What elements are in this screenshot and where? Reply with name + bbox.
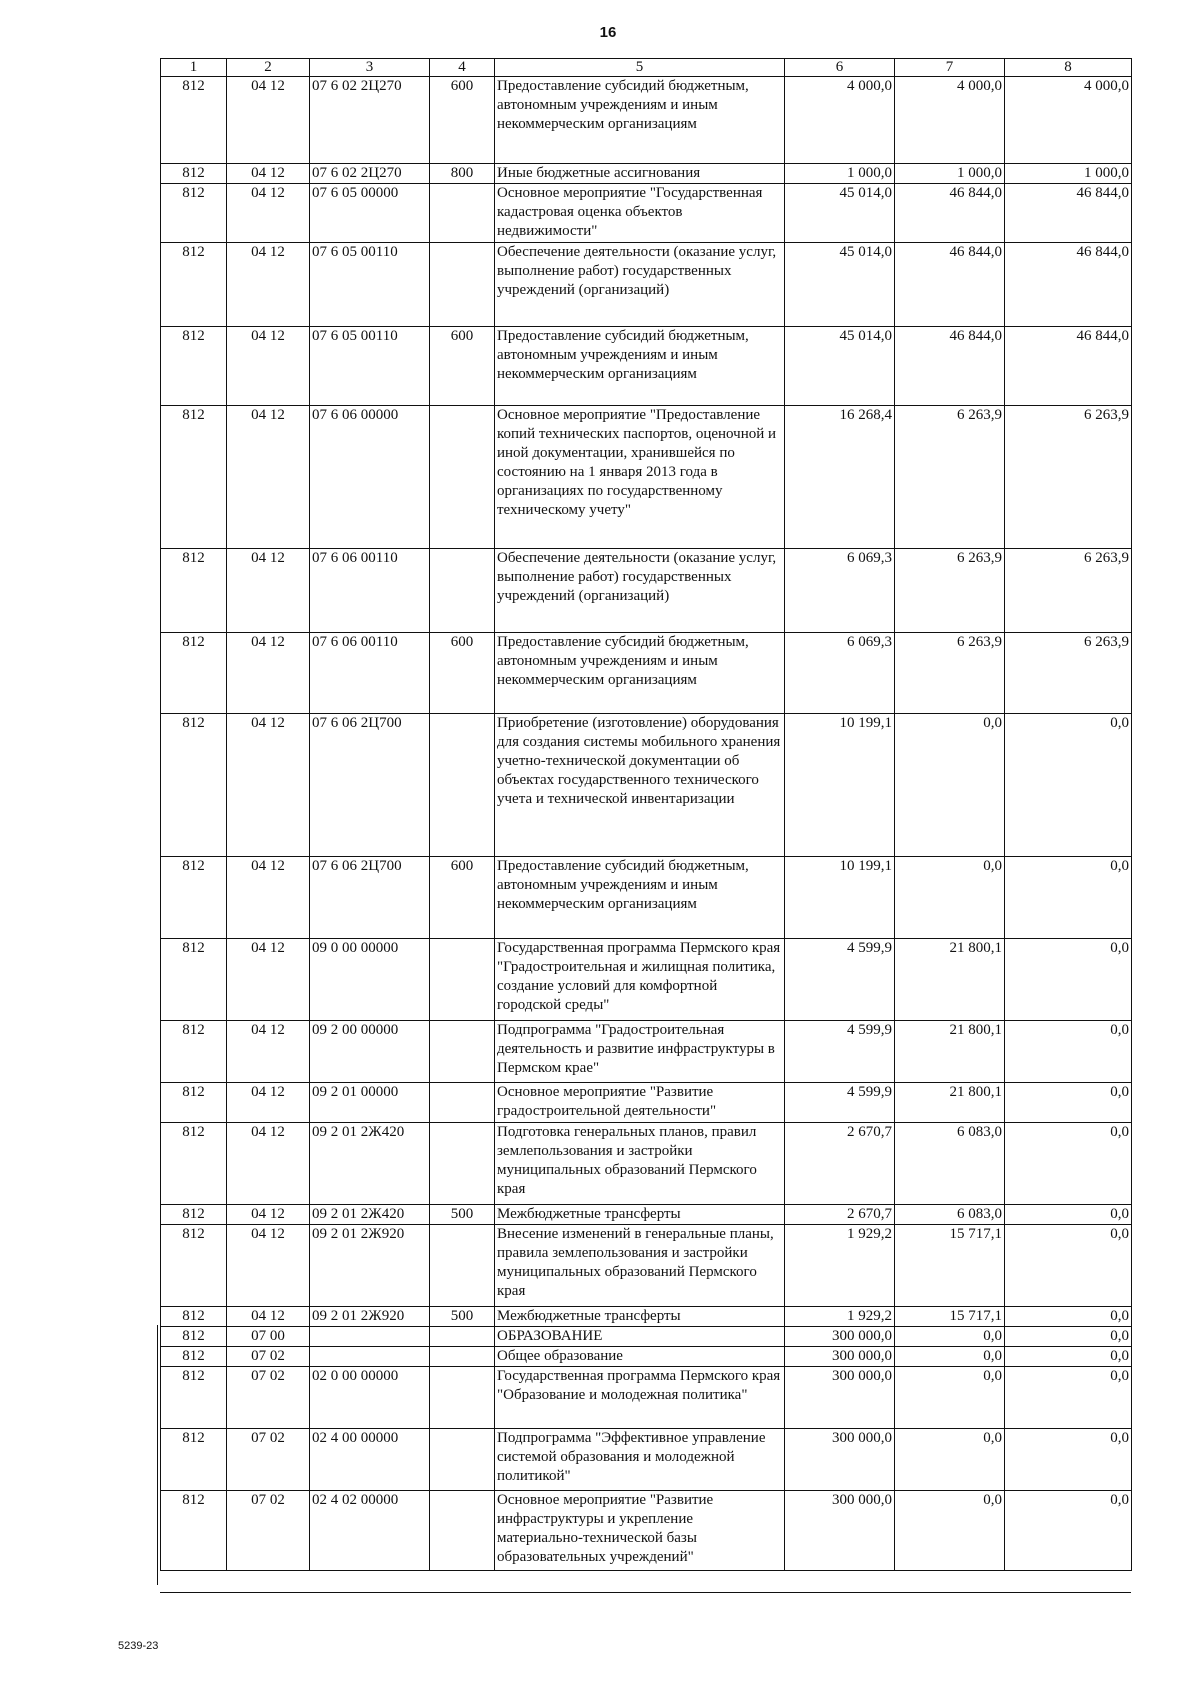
cell-chapter: 812 bbox=[161, 1491, 227, 1571]
cell-expense-type bbox=[430, 243, 495, 327]
cell-amount-col8: 6 263,9 bbox=[1005, 633, 1132, 714]
cell-section: 04 12 bbox=[227, 164, 310, 184]
cell-section: 07 00 bbox=[227, 1327, 310, 1347]
table-row bbox=[161, 1083, 1132, 1123]
table-row bbox=[161, 1491, 1132, 1571]
cell-target-article: 07 6 05 00000 bbox=[310, 184, 430, 243]
cell-chapter: 812 bbox=[161, 406, 227, 549]
cell-amount-col6: 45 014,0 bbox=[785, 243, 895, 327]
column-header-1: 1 bbox=[161, 59, 227, 77]
cell-amount-col7: 6 263,9 bbox=[895, 549, 1005, 633]
cell-chapter: 812 bbox=[161, 1021, 227, 1083]
cell-amount-col7: 0,0 bbox=[895, 1327, 1005, 1347]
document-code: 5239-23 bbox=[118, 1640, 159, 1652]
cell-description: Межбюджетные трансферты bbox=[495, 1307, 785, 1327]
table-row bbox=[161, 1429, 1132, 1491]
cell-amount-col6: 1 000,0 bbox=[785, 164, 895, 184]
cell-amount-col8: 6 263,9 bbox=[1005, 406, 1132, 549]
cell-chapter: 812 bbox=[161, 714, 227, 857]
cell-description: Межбюджетные трансферты bbox=[495, 1205, 785, 1225]
cell-amount-col8: 1 000,0 bbox=[1005, 164, 1132, 184]
cell-amount-col6: 300 000,0 bbox=[785, 1367, 895, 1429]
cell-target-article: 02 4 00 00000 bbox=[310, 1429, 430, 1491]
column-header-5: 5 bbox=[495, 59, 785, 77]
cell-amount-col7: 46 844,0 bbox=[895, 327, 1005, 406]
cell-amount-col6: 10 199,1 bbox=[785, 857, 895, 939]
column-header-7: 7 bbox=[895, 59, 1005, 77]
cell-amount-col8: 46 844,0 bbox=[1005, 327, 1132, 406]
cell-amount-col6: 45 014,0 bbox=[785, 327, 895, 406]
cell-amount-col8: 0,0 bbox=[1005, 1367, 1132, 1429]
cell-expense-type bbox=[430, 1429, 495, 1491]
cell-amount-col6: 10 199,1 bbox=[785, 714, 895, 857]
cell-amount-col6: 6 069,3 bbox=[785, 549, 895, 633]
cell-section: 04 12 bbox=[227, 939, 310, 1021]
table-row bbox=[161, 939, 1132, 1021]
cell-chapter: 812 bbox=[161, 184, 227, 243]
cell-chapter: 812 bbox=[161, 1123, 227, 1205]
cell-chapter: 812 bbox=[161, 1429, 227, 1491]
cell-description: Основное мероприятие "Государственная кадастровая оценка объектов недвижимости" bbox=[495, 184, 785, 243]
cell-amount-col8: 0,0 bbox=[1005, 1327, 1132, 1347]
cell-target-article: 09 2 01 2Ж420 bbox=[310, 1123, 430, 1205]
cell-amount-col6: 2 670,7 bbox=[785, 1123, 895, 1205]
cell-amount-col8: 0,0 bbox=[1005, 714, 1132, 857]
cell-expense-type bbox=[430, 406, 495, 549]
cell-amount-col8: 0,0 bbox=[1005, 1123, 1132, 1205]
cell-amount-col8: 0,0 bbox=[1005, 1429, 1132, 1491]
cell-target-article: 07 6 06 2Ц700 bbox=[310, 714, 430, 857]
cell-description: Обеспечение деятельности (оказание услуг, выполнение работ) государственных учреждений (организаций) bbox=[495, 549, 785, 633]
cell-target-article: 07 6 02 2Ц270 bbox=[310, 77, 430, 164]
cell-description: Подпрограмма "Эффективное управление системой образования и молодежной политикой" bbox=[495, 1429, 785, 1491]
cell-description: Основное мероприятие "Предоставление копий технических паспортов, оценочной и иной документации, хранившейся по состоянию на 1 января 2013 года в организациях по государственному техническому учету" bbox=[495, 406, 785, 549]
cell-section: 07 02 bbox=[227, 1367, 310, 1429]
cell-target-article: 07 6 06 00000 bbox=[310, 406, 430, 549]
cell-expense-type bbox=[430, 549, 495, 633]
cell-section: 04 12 bbox=[227, 1225, 310, 1307]
cell-expense-type bbox=[430, 1225, 495, 1307]
cell-description: Государственная программа Пермского края "Градостроительная и жилищная политика, создание условий для комфортной городской среды" bbox=[495, 939, 785, 1021]
cell-section: 04 12 bbox=[227, 549, 310, 633]
cell-amount-col8: 46 844,0 bbox=[1005, 243, 1132, 327]
cell-section: 04 12 bbox=[227, 1083, 310, 1123]
table-row bbox=[161, 1123, 1132, 1205]
cell-section: 04 12 bbox=[227, 633, 310, 714]
cell-expense-type bbox=[430, 1123, 495, 1205]
cell-description: Основное мероприятие "Развитие градостроительной деятельности" bbox=[495, 1083, 785, 1123]
cell-description: Обеспечение деятельности (оказание услуг, выполнение работ) государственных учреждений (организаций) bbox=[495, 243, 785, 327]
cell-amount-col7: 0,0 bbox=[895, 714, 1005, 857]
cell-amount-col6: 2 670,7 bbox=[785, 1205, 895, 1225]
table-row bbox=[161, 1021, 1132, 1083]
cell-amount-col7: 21 800,1 bbox=[895, 1021, 1005, 1083]
table-row bbox=[161, 327, 1132, 406]
cell-amount-col6: 300 000,0 bbox=[785, 1429, 895, 1491]
cell-expense-type bbox=[430, 1491, 495, 1571]
cell-section: 04 12 bbox=[227, 1123, 310, 1205]
table-row bbox=[161, 549, 1132, 633]
cell-amount-col7: 46 844,0 bbox=[895, 184, 1005, 243]
table-row bbox=[161, 406, 1132, 549]
cell-description: Государственная программа Пермского края "Образование и молодежная политика" bbox=[495, 1367, 785, 1429]
cell-chapter: 812 bbox=[161, 164, 227, 184]
cell-expense-type: 800 bbox=[430, 164, 495, 184]
cell-chapter: 812 bbox=[161, 327, 227, 406]
table-row bbox=[161, 1327, 1132, 1347]
cell-section: 04 12 bbox=[227, 77, 310, 164]
table-row bbox=[161, 633, 1132, 714]
cell-amount-col8: 0,0 bbox=[1005, 1491, 1132, 1571]
cell-amount-col8: 0,0 bbox=[1005, 1225, 1132, 1307]
cell-amount-col7: 0,0 bbox=[895, 1347, 1005, 1367]
cell-description: ОБРАЗОВАНИЕ bbox=[495, 1327, 785, 1347]
cell-amount-col8: 4 000,0 bbox=[1005, 77, 1132, 164]
cell-amount-col7: 46 844,0 bbox=[895, 243, 1005, 327]
table-row bbox=[161, 184, 1132, 243]
cell-amount-col8: 0,0 bbox=[1005, 1307, 1132, 1327]
cell-amount-col7: 21 800,1 bbox=[895, 1083, 1005, 1123]
cell-amount-col6: 300 000,0 bbox=[785, 1327, 895, 1347]
cell-description: Подготовка генеральных планов, правил землепользования и застройки муниципальных образований Пермского края bbox=[495, 1123, 785, 1205]
cell-target-article: 09 2 00 00000 bbox=[310, 1021, 430, 1083]
cell-description: Иные бюджетные ассигнования bbox=[495, 164, 785, 184]
page-number: 16 bbox=[599, 24, 617, 41]
cell-target-article: 09 2 01 2Ж920 bbox=[310, 1225, 430, 1307]
cell-chapter: 812 bbox=[161, 939, 227, 1021]
cell-amount-col6: 45 014,0 bbox=[785, 184, 895, 243]
cell-amount-col7: 1 000,0 bbox=[895, 164, 1005, 184]
cell-amount-col6: 1 929,2 bbox=[785, 1225, 895, 1307]
cell-expense-type bbox=[430, 1021, 495, 1083]
cell-amount-col8: 0,0 bbox=[1005, 1205, 1132, 1225]
cell-section: 04 12 bbox=[227, 1205, 310, 1225]
cell-amount-col8: 0,0 bbox=[1005, 857, 1132, 939]
cell-target-article: 09 0 00 00000 bbox=[310, 939, 430, 1021]
table-row bbox=[161, 1347, 1132, 1367]
cell-description: Предоставление субсидий бюджетным, автономным учреждениям и иным некоммерческим организациям bbox=[495, 327, 785, 406]
cell-description: Внесение изменений в генеральные планы, правила землепользования и застройки муниципальных образований Пермского края bbox=[495, 1225, 785, 1307]
cell-description: Предоставление субсидий бюджетным, автономным учреждениям и иным некоммерческим организациям bbox=[495, 857, 785, 939]
column-header-4: 4 bbox=[430, 59, 495, 77]
cell-amount-col7: 15 717,1 bbox=[895, 1225, 1005, 1307]
column-header-8: 8 bbox=[1005, 59, 1132, 77]
cell-target-article: 09 2 01 2Ж420 bbox=[310, 1205, 430, 1225]
cell-amount-col7: 0,0 bbox=[895, 1491, 1005, 1571]
left-border-rule bbox=[157, 1325, 158, 1585]
cell-amount-col8: 0,0 bbox=[1005, 1083, 1132, 1123]
table-row bbox=[161, 857, 1132, 939]
column-header-6: 6 bbox=[785, 59, 895, 77]
cell-expense-type bbox=[430, 1327, 495, 1347]
cell-chapter: 812 bbox=[161, 1347, 227, 1367]
cell-chapter: 812 bbox=[161, 1225, 227, 1307]
cell-expense-type bbox=[430, 1347, 495, 1367]
table-bottom-rule bbox=[160, 1592, 1131, 1593]
cell-amount-col6: 4 599,9 bbox=[785, 1083, 895, 1123]
cell-chapter: 812 bbox=[161, 633, 227, 714]
cell-target-article: 09 2 01 2Ж920 bbox=[310, 1307, 430, 1327]
cell-chapter: 812 bbox=[161, 1083, 227, 1123]
table-row bbox=[161, 243, 1132, 327]
cell-expense-type bbox=[430, 939, 495, 1021]
cell-amount-col7: 21 800,1 bbox=[895, 939, 1005, 1021]
cell-target-article: 09 2 01 00000 bbox=[310, 1083, 430, 1123]
cell-section: 04 12 bbox=[227, 406, 310, 549]
cell-description: Основное мероприятие "Развитие инфраструктуры и укрепление материально-технической базы образовательных учреждений" bbox=[495, 1491, 785, 1571]
cell-expense-type bbox=[430, 714, 495, 857]
cell-section: 07 02 bbox=[227, 1429, 310, 1491]
cell-amount-col7: 0,0 bbox=[895, 1429, 1005, 1491]
cell-amount-col8: 0,0 bbox=[1005, 1021, 1132, 1083]
cell-section: 04 12 bbox=[227, 327, 310, 406]
cell-target-article: 02 0 00 00000 bbox=[310, 1367, 430, 1429]
cell-amount-col7: 6 083,0 bbox=[895, 1205, 1005, 1225]
cell-section: 04 12 bbox=[227, 714, 310, 857]
cell-chapter: 812 bbox=[161, 857, 227, 939]
cell-chapter: 812 bbox=[161, 77, 227, 164]
cell-amount-col7: 0,0 bbox=[895, 1367, 1005, 1429]
cell-chapter: 812 bbox=[161, 1307, 227, 1327]
cell-amount-col7: 15 717,1 bbox=[895, 1307, 1005, 1327]
cell-target-article bbox=[310, 1347, 430, 1367]
cell-expense-type bbox=[430, 184, 495, 243]
budget-table bbox=[160, 58, 1132, 1571]
cell-description: Предоставление субсидий бюджетным, автономным учреждениям и иным некоммерческим организациям bbox=[495, 633, 785, 714]
cell-expense-type: 600 bbox=[430, 77, 495, 164]
cell-target-article bbox=[310, 1327, 430, 1347]
column-header-3: 3 bbox=[310, 59, 430, 77]
cell-amount-col7: 0,0 bbox=[895, 857, 1005, 939]
cell-target-article: 07 6 06 2Ц700 bbox=[310, 857, 430, 939]
cell-expense-type: 600 bbox=[430, 327, 495, 406]
cell-description: Общее образование bbox=[495, 1347, 785, 1367]
cell-expense-type: 500 bbox=[430, 1205, 495, 1225]
cell-section: 04 12 bbox=[227, 243, 310, 327]
cell-section: 04 12 bbox=[227, 857, 310, 939]
cell-section: 04 12 bbox=[227, 1021, 310, 1083]
cell-amount-col7: 6 263,9 bbox=[895, 406, 1005, 549]
cell-section: 04 12 bbox=[227, 184, 310, 243]
cell-description: Приобретение (изготовление) оборудования для создания системы мобильного хранения учетно-технической документации об объектах государственного технического учета и технической инвентаризации bbox=[495, 714, 785, 857]
cell-target-article: 07 6 05 00110 bbox=[310, 243, 430, 327]
cell-description: Подпрограмма "Градостроительная деятельность и развитие инфраструктуры в Пермском крае" bbox=[495, 1021, 785, 1083]
table-row bbox=[161, 1225, 1132, 1307]
cell-section: 04 12 bbox=[227, 1307, 310, 1327]
table-row bbox=[161, 714, 1132, 857]
cell-amount-col7: 6 083,0 bbox=[895, 1123, 1005, 1205]
table-row bbox=[161, 1367, 1132, 1429]
cell-amount-col6: 4 599,9 bbox=[785, 939, 895, 1021]
cell-chapter: 812 bbox=[161, 243, 227, 327]
cell-target-article: 07 6 06 00110 bbox=[310, 633, 430, 714]
cell-chapter: 812 bbox=[161, 1205, 227, 1225]
cell-amount-col7: 6 263,9 bbox=[895, 633, 1005, 714]
cell-amount-col6: 6 069,3 bbox=[785, 633, 895, 714]
cell-target-article: 07 6 06 00110 bbox=[310, 549, 430, 633]
cell-expense-type: 500 bbox=[430, 1307, 495, 1327]
cell-expense-type: 600 bbox=[430, 633, 495, 714]
cell-expense-type bbox=[430, 1083, 495, 1123]
cell-target-article: 07 6 02 2Ц270 bbox=[310, 164, 430, 184]
table-body bbox=[161, 77, 1132, 1571]
cell-amount-col8: 6 263,9 bbox=[1005, 549, 1132, 633]
cell-description: Предоставление субсидий бюджетным, автономным учреждениям и иным некоммерческим организациям bbox=[495, 77, 785, 164]
cell-chapter: 812 bbox=[161, 549, 227, 633]
table-row bbox=[161, 1307, 1132, 1327]
cell-chapter: 812 bbox=[161, 1327, 227, 1347]
cell-amount-col8: 46 844,0 bbox=[1005, 184, 1132, 243]
cell-amount-col8: 0,0 bbox=[1005, 1347, 1132, 1367]
table-row bbox=[161, 77, 1132, 164]
cell-expense-type bbox=[430, 1367, 495, 1429]
cell-amount-col6: 1 929,2 bbox=[785, 1307, 895, 1327]
cell-amount-col6: 4 000,0 bbox=[785, 77, 895, 164]
cell-amount-col6: 16 268,4 bbox=[785, 406, 895, 549]
cell-amount-col6: 300 000,0 bbox=[785, 1347, 895, 1367]
cell-section: 07 02 bbox=[227, 1347, 310, 1367]
cell-amount-col8: 0,0 bbox=[1005, 939, 1132, 1021]
cell-amount-col6: 4 599,9 bbox=[785, 1021, 895, 1083]
table-row bbox=[161, 1205, 1132, 1225]
cell-section: 07 02 bbox=[227, 1491, 310, 1571]
header-row bbox=[161, 59, 1132, 77]
column-header-2: 2 bbox=[227, 59, 310, 77]
cell-target-article: 07 6 05 00110 bbox=[310, 327, 430, 406]
table-header bbox=[161, 59, 1132, 77]
cell-amount-col6: 300 000,0 bbox=[785, 1491, 895, 1571]
cell-chapter: 812 bbox=[161, 1367, 227, 1429]
cell-expense-type: 600 bbox=[430, 857, 495, 939]
cell-amount-col7: 4 000,0 bbox=[895, 77, 1005, 164]
table-row bbox=[161, 164, 1132, 184]
cell-target-article: 02 4 02 00000 bbox=[310, 1491, 430, 1571]
